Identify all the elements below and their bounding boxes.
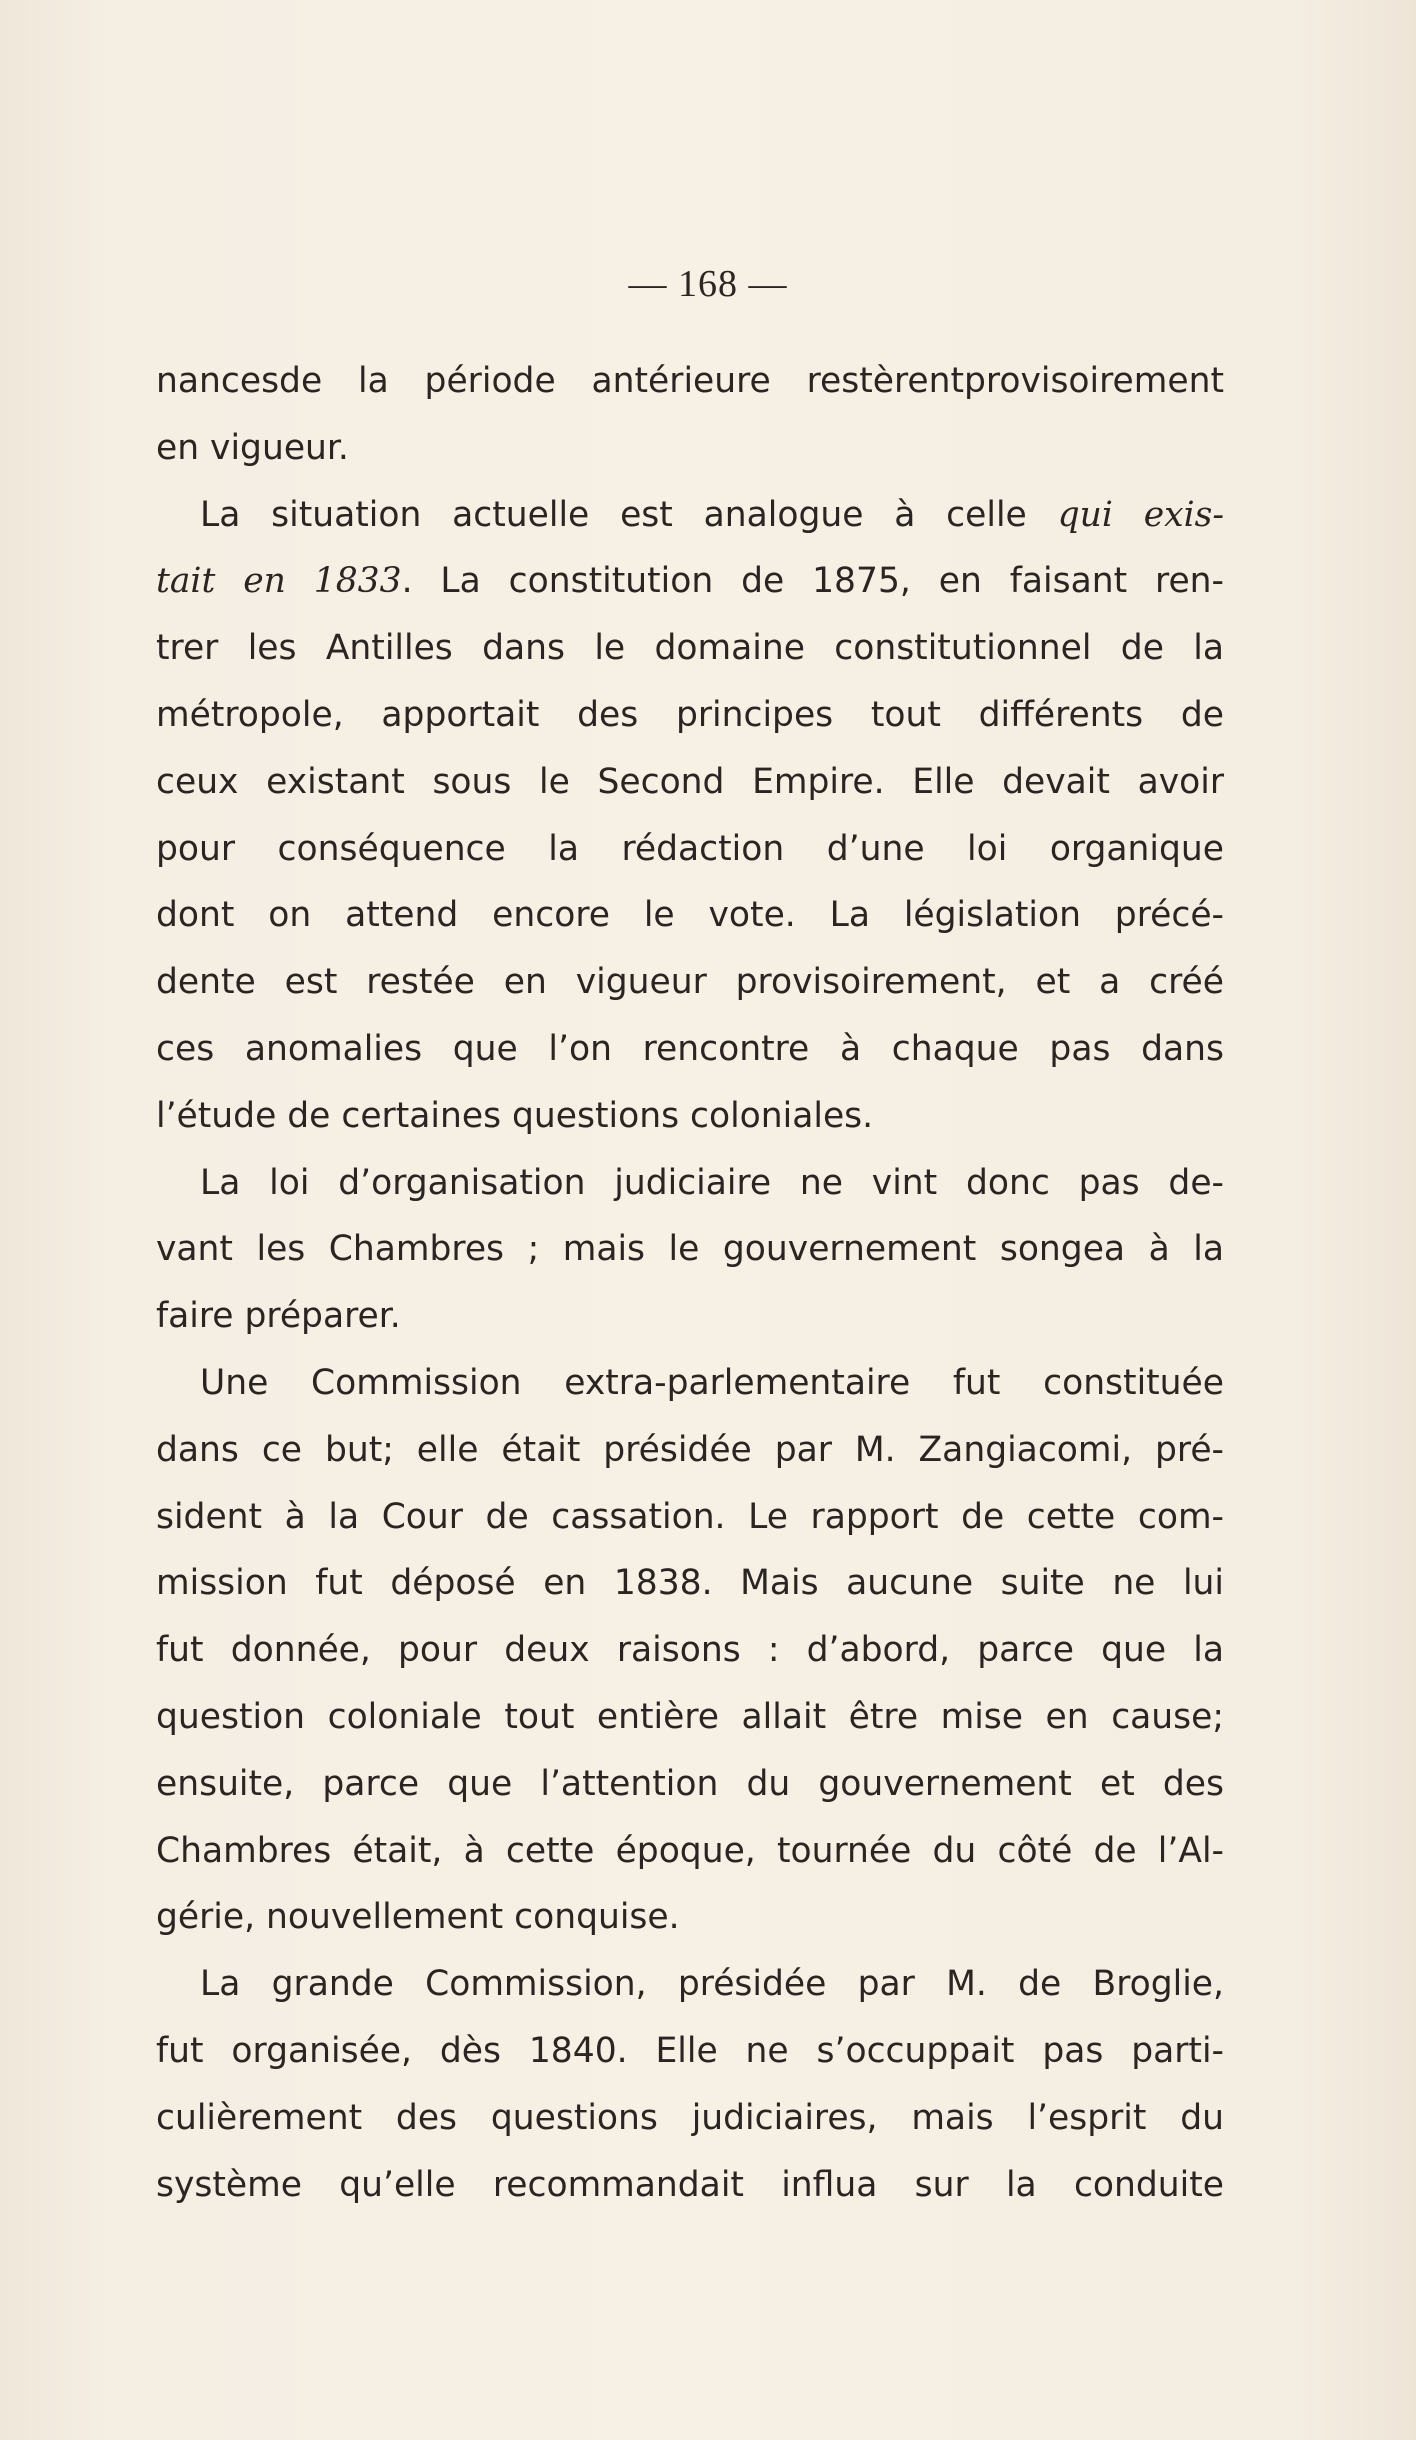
page-number: — 168 — bbox=[628, 263, 788, 305]
text-line: trer les Antilles dans le domaine constitutionnel de la bbox=[156, 628, 1224, 669]
body-text bbox=[156, 348, 1224, 2218]
text-line: dans ce but; elle était présidée par M. Zangiacomi, pré- bbox=[156, 1429, 1224, 1470]
text-line: fut donnée, pour deux raisons : d’abord, parce que la bbox=[156, 1630, 1224, 1671]
text-line: pour conséquence la rédaction d’une loi organique bbox=[156, 828, 1224, 869]
text-line: La grande Commission, présidée par M. de Broglie, bbox=[200, 1964, 1224, 2005]
text-line: nancesde la période antérieure restèrentprovisoirement bbox=[156, 361, 1224, 401]
text-line: en vigueur. bbox=[156, 427, 349, 468]
text-line: faire préparer. bbox=[156, 1296, 401, 1337]
text-line: fut organisée, dès 1840. Elle ne s’occuppait pas parti- bbox=[156, 2030, 1224, 2071]
text-line: dont on attend encore le vote. La législation précé- bbox=[156, 895, 1224, 936]
text-line: Une Commission extra-parlementaire fut constituée bbox=[200, 1362, 1224, 1403]
text-line bbox=[156, 482, 1224, 549]
text-line: ensuite, parce que l’attention du gouvernement et des bbox=[156, 1763, 1224, 1804]
text-line: vant les Chambres ; mais le gouvernement songea à la bbox=[156, 1229, 1224, 1270]
text-line: système qu’elle recommandait influa sur la conduite bbox=[156, 2164, 1224, 2205]
line-text: La situation actuelle est analogue à celle bbox=[200, 494, 1058, 535]
text-line: dente est restée en vigueur provisoirement, et a créé bbox=[156, 962, 1224, 1003]
text-line: Chambres était, à cette époque, tournée du côté de l’Al- bbox=[156, 1830, 1224, 1871]
text-line: sident à la Cour de cassation. Le rapport de cette com- bbox=[156, 1496, 1224, 1537]
text-line: l’étude de certaines questions coloniales. bbox=[156, 1095, 874, 1136]
text-line: ceux existant sous le Second Empire. Elle devait avoir bbox=[156, 761, 1224, 802]
text-line: La loi d’organisation judiciaire ne vint donc pas de- bbox=[200, 1162, 1224, 1203]
italic-text: tait en 1833 bbox=[156, 561, 402, 602]
text-line: question coloniale tout entière allait être mise en cause; bbox=[156, 1696, 1224, 1737]
text-line: ces anomalies que l’on rencontre à chaque pas dans bbox=[156, 1028, 1224, 1069]
line-text: . La constitution de 1875, en faisant ren- bbox=[401, 561, 1224, 602]
text-line: gérie, nouvellement conquise. bbox=[156, 1897, 680, 1938]
text-line: culièrement des questions judiciaires, mais l’esprit du bbox=[156, 2097, 1224, 2138]
italic-text: qui exis- bbox=[1057, 494, 1224, 535]
text-line: métropole, apportait des principes tout différents de bbox=[156, 694, 1224, 735]
text-line bbox=[156, 548, 1224, 615]
text-line: mission fut déposé en 1838. Mais aucune suite ne lui bbox=[156, 1563, 1224, 1604]
